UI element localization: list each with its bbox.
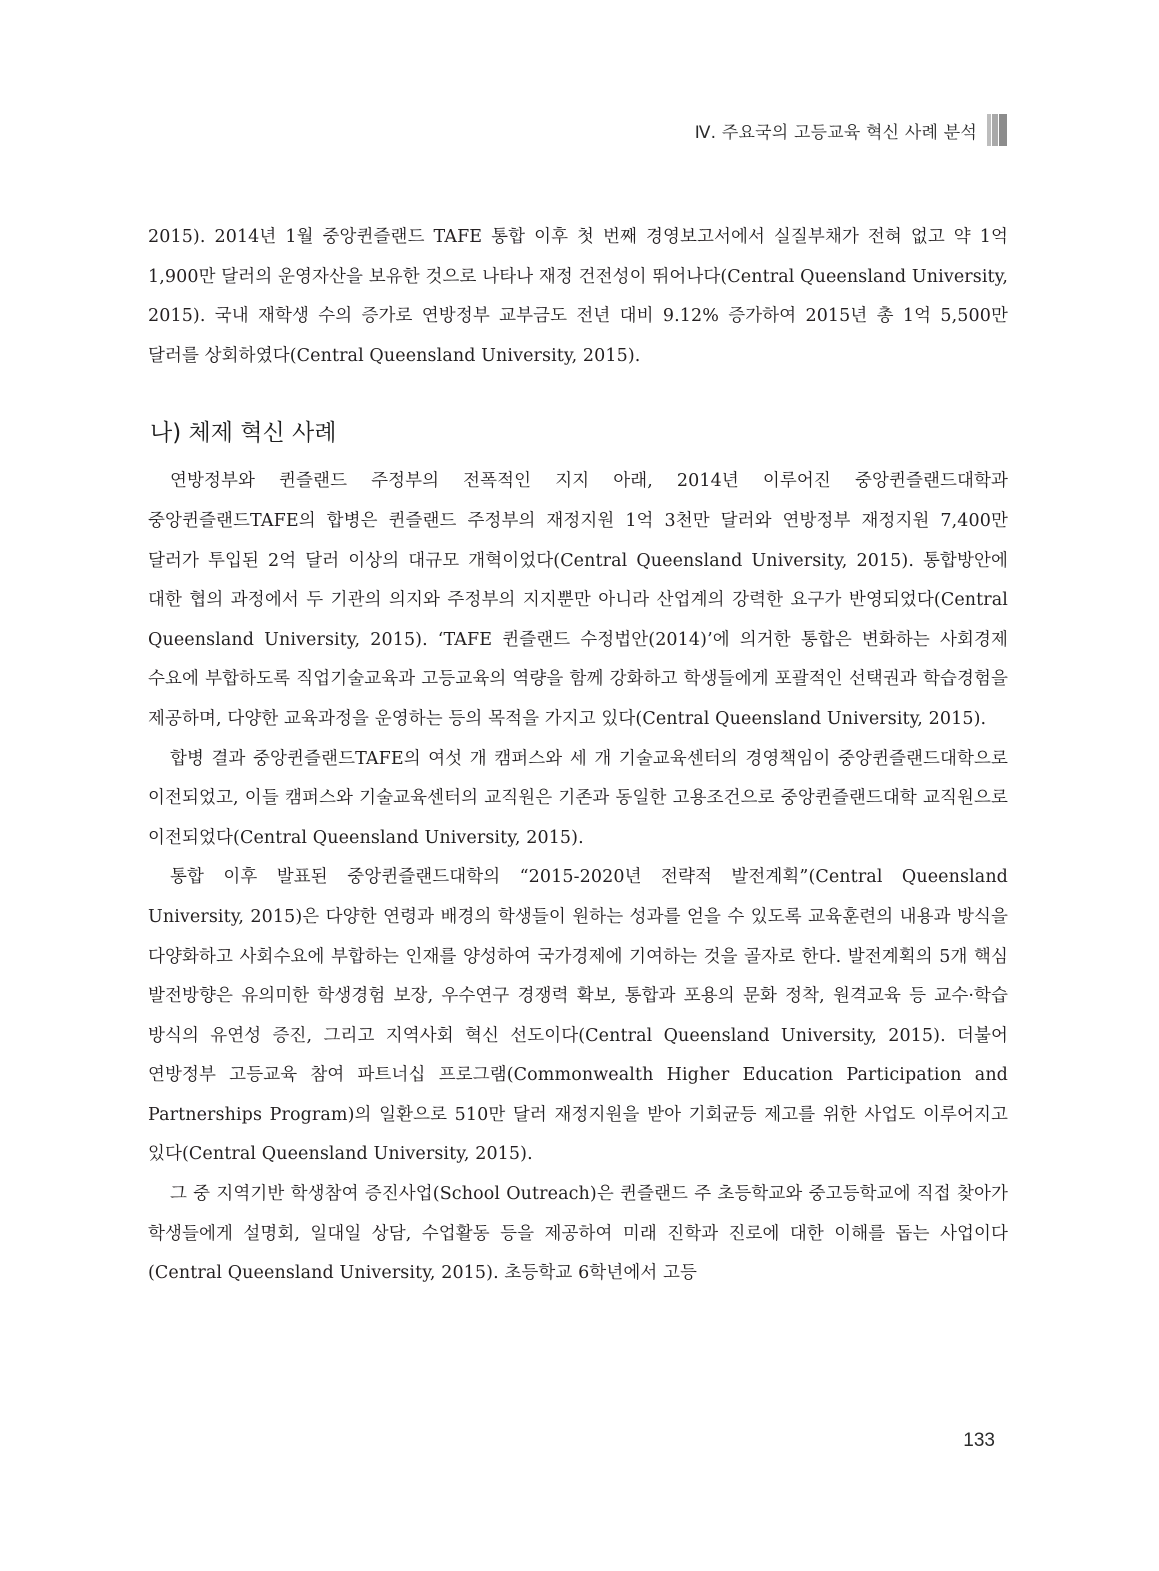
header-decoration-bars	[987, 114, 1007, 146]
section-heading: 나) 체제 혁신 사례	[150, 420, 337, 447]
page-number: 133	[963, 1430, 995, 1451]
header-bar-light	[987, 114, 991, 146]
intro-paragraph: 2015). 2014년 1월 중앙퀸즐랜드 TAFE 통합 이후 첫 번째 경영보고서에서 실질부채가 전혀 없고 약 1억 1,900만 달러의 운영자산을 보유한 것으로 나타나 재정 건전성이 뛰어나다(Central Queensland University, 2015). 국내 재학생 수의 증가로 연방정부 교부금도 전년 대비 9.12% 증가하여 2015년 총 1억 5,500만 달러를 상회하였다(Central Queensland University, 2015).	[148, 227, 1008, 366]
paragraph-strategic-plan: 통합 이후 발표된 중앙퀸즐랜드대학의 “2015-2020년 전략적 발전계획”(Central Queensland University, 2015)은 다양한 연령과 배경의 학생들이 원하는 성과를 얻을 수 있도록 교육훈련의 내용과 방식을 다양화하고 사회수요에 부합하는 인재를 양성하여 국가경제에 기여하는 것을 골자로 한다. 발전계획의 5개 핵심 발전방향은 유의미한 학생경험 보장, 우수연구 경쟁력 확보, 통합과 포용의 문화 정착, 원격교육 등 교수·학습 방식의 유연성 증진, 그리고 지역사회 혁신 선도이다(Central Queensland University, 2015). 더불어 연방정부 고등교육 참여 파트너십 프로그램(Commonwealth Higher Education Participation and Partnerships Program)의 일환으로 510만 달러 재정지원을 받아 기회균등 제고를 위한 사업도 이루어지고 있다(Central Queensland University, 2015).	[148, 867, 1008, 1165]
running-header	[695, 112, 1007, 148]
paragraph-merger: 연방정부와 퀸즐랜드 주정부의 전폭적인 지지 아래, 2014년 이루어진 중앙퀸즐랜드대학과 중앙퀸즐랜드TAFE의 합병은 퀸즐랜드 주정부의 재정지원 1억 3천만 달러와 연방정부 재정지원 7,400만 달러가 투입된 2억 달러 이상의 대규모 개혁이었다(Central Queensland University, 2015). 통합방안에 대한 협의 과정에서 두 기관의 의지와 주정부의 지지뿐만 아니라 산업계의 강력한 요구가 반영되었다(Central Queensland University, 2015). ‘TAFE 퀸즐랜드 수정법안(2014)’에 의거한 통합은 변화하는 사회경제 수요에 부합하도록 직업기술교육과 고등교육의 역량을 함께 강화하고 학생들에게 포괄적인 선택권과 학습경험을 제공하며, 다양한 교육과정을 운영하는 등의 목적을 가지고 있다(Central Queensland University, 2015).	[148, 471, 1008, 729]
paragraph-school-outreach: 그 중 지역기반 학생참여 증진사업(School Outreach)은 퀸즐랜드 주 초등학교와 중고등학교에 직접 찾아가 학생들에게 설명회, 일대일 상담, 수업활동 등을 제공하여 미래 진학과 진로에 대한 이해를 돕는 사업이다(Central Queensland University, 2015). 초등학교 6학년에서 고등	[148, 1184, 1008, 1284]
header-bar-medium	[992, 114, 998, 146]
header-bar-dark	[999, 114, 1007, 146]
page-body	[148, 218, 1008, 1294]
paragraph-merger-result: 합병 결과 중앙퀸즐랜드TAFE의 여섯 개 캠퍼스와 세 개 기술교육센터의 경영책임이 중앙퀸즐랜드대학으로 이전되었고, 이들 캠퍼스와 기술교육센터의 교직원은 기존과 동일한 고용조건으로 중앙퀸즐랜드대학 교직원으로 이전되었다(Central Queensland University, 2015).	[148, 748, 1008, 848]
running-header-title: Ⅳ. 주요국의 고등교육 혁신 사례 분석	[694, 122, 977, 143]
